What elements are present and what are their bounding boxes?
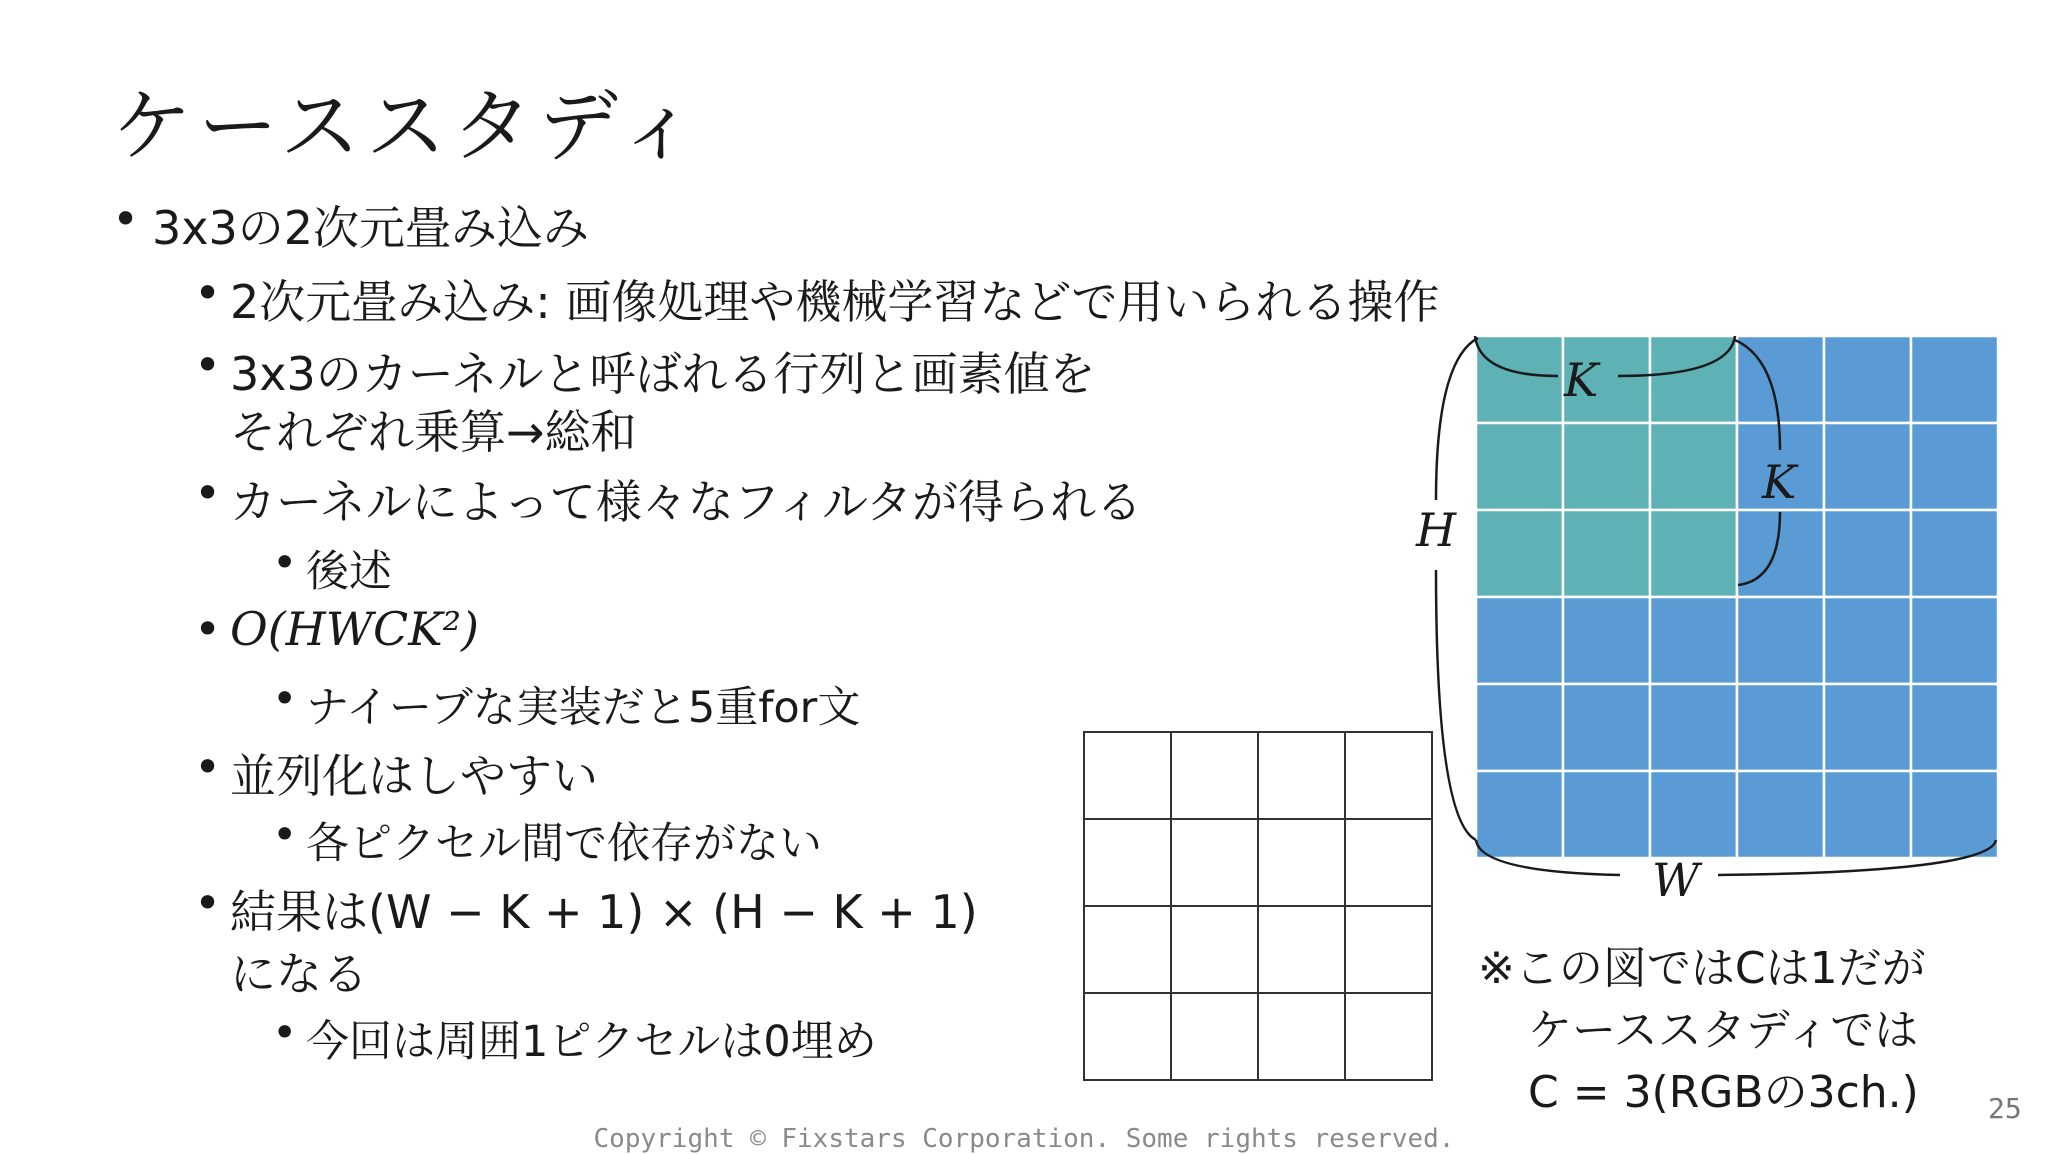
bullet-result-size-line1: • 結果は(W − K + 1) × (H − K + 1) xyxy=(230,876,978,942)
kernel-cell xyxy=(1563,423,1650,510)
input-cell xyxy=(1824,336,1911,423)
note-line2: ケーススタディでは xyxy=(1528,1005,1919,1056)
page-number: 25 xyxy=(1988,1092,2022,1125)
output-cell xyxy=(1258,732,1345,819)
input-cell xyxy=(1476,771,1563,858)
output-cell xyxy=(1345,732,1432,819)
channel-note xyxy=(1478,938,1926,1124)
input-cell xyxy=(1911,336,1998,423)
bullet-kernel-line2: それぞれ乗算→総和 xyxy=(230,405,637,459)
kernel-cell xyxy=(1650,336,1737,423)
input-cell xyxy=(1563,597,1650,684)
label-k-top: K xyxy=(1564,353,1599,407)
input-cell xyxy=(1476,684,1563,771)
bullet-naive-loops: • ナイーブな実装だと5重for文 xyxy=(306,674,860,735)
label-w: W xyxy=(1652,853,1700,907)
label-k-right: K xyxy=(1762,455,1797,509)
output-cell xyxy=(1258,906,1345,993)
bullet-described-later: • 後述 xyxy=(306,538,392,599)
note-line3: C = 3(RGBの3ch.) xyxy=(1528,1067,1919,1118)
bullet-conv-definition: • 2次元畳み込み: 画像処理や機械学習などで用いられる操作 xyxy=(230,266,1439,332)
input-cell xyxy=(1650,771,1737,858)
input-cell xyxy=(1737,597,1824,684)
output-cell xyxy=(1084,993,1171,1080)
output-cell xyxy=(1345,993,1432,1080)
label-h: H xyxy=(1416,503,1457,557)
input-cell xyxy=(1650,684,1737,771)
bullet-no-dependency: • 各ピクセル間で依存がない xyxy=(306,810,822,871)
input-cell xyxy=(1911,423,1998,510)
bullet-kernel-line1: • 3x3のカーネルと呼ばれる行列と画素値を xyxy=(230,338,1095,404)
bullet-complexity: • O(HWCK²) xyxy=(230,602,479,656)
kernel-cell xyxy=(1650,423,1737,510)
input-cell xyxy=(1824,510,1911,597)
input-cell xyxy=(1563,684,1650,771)
bullet-kernel-filters: • カーネルによって様々なフィルタが得られる xyxy=(230,466,1142,532)
input-cell xyxy=(1737,771,1824,858)
input-grid xyxy=(1476,336,1998,858)
output-grid xyxy=(1084,732,1432,1080)
output-cell xyxy=(1258,819,1345,906)
output-cell xyxy=(1084,732,1171,819)
kernel-cell xyxy=(1650,510,1737,597)
input-cell xyxy=(1824,597,1911,684)
brace-h-bottom xyxy=(1436,570,1476,840)
input-cell xyxy=(1650,597,1737,684)
note-line1: ※この図ではCは1だが xyxy=(1478,943,1926,994)
slide-title: ケーススタディ xyxy=(112,80,704,173)
kernel-cell xyxy=(1476,510,1563,597)
kernel-cell xyxy=(1476,423,1563,510)
input-cell xyxy=(1824,771,1911,858)
input-cell xyxy=(1911,510,1998,597)
output-cell xyxy=(1171,993,1258,1080)
input-cell xyxy=(1476,597,1563,684)
bullet-zero-padding: • 今回は周囲1ピクセルは0埋め xyxy=(306,1008,877,1069)
output-cell xyxy=(1171,819,1258,906)
bullet-parallel: • 並列化はしやすい xyxy=(230,740,598,806)
input-cell xyxy=(1737,684,1824,771)
input-cell xyxy=(1911,597,1998,684)
input-cell xyxy=(1824,423,1911,510)
bullet-3x3-conv: • 3x3の2次元畳み込み xyxy=(152,192,589,258)
brace-h-top xyxy=(1436,338,1478,500)
input-cell xyxy=(1911,684,1998,771)
output-cell xyxy=(1258,993,1345,1080)
input-cell xyxy=(1824,684,1911,771)
output-cell xyxy=(1171,732,1258,819)
output-cell xyxy=(1171,906,1258,993)
output-cell xyxy=(1345,819,1432,906)
kernel-cell xyxy=(1476,336,1563,423)
output-cell xyxy=(1084,819,1171,906)
kernel-cell xyxy=(1563,510,1650,597)
input-cell xyxy=(1911,771,1998,858)
bullet-result-size-line2: になる xyxy=(230,947,368,1001)
output-cell xyxy=(1084,906,1171,993)
output-cell xyxy=(1345,906,1432,993)
footer-copyright: Copyright © Fixstars Corporation. Some rights reserved. xyxy=(593,1124,1455,1154)
input-cell xyxy=(1563,771,1650,858)
